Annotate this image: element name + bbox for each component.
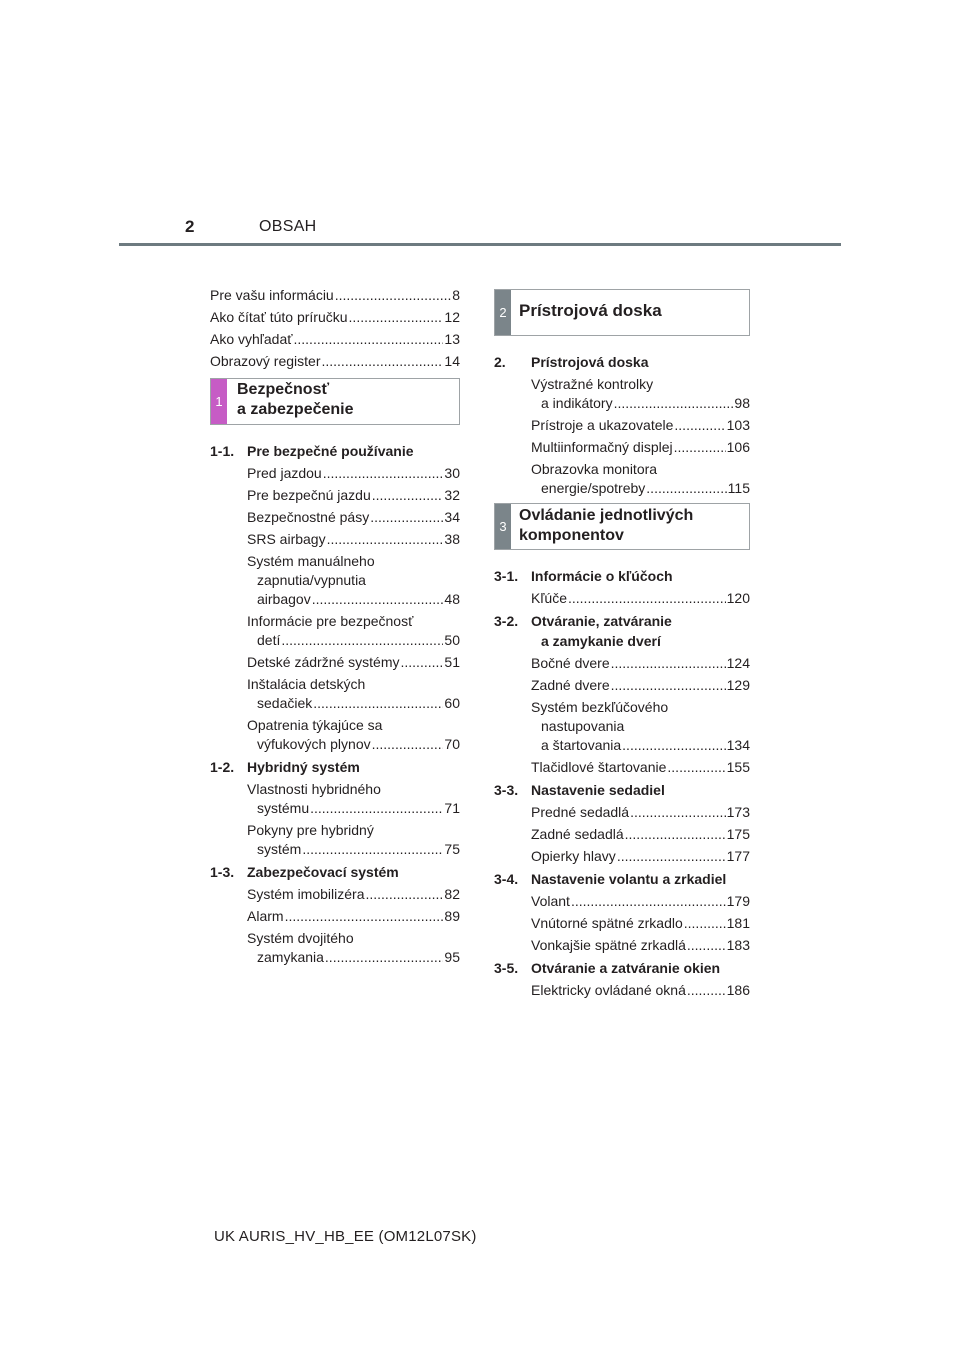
toc-entry-title: Bezpečnostné pásy (247, 509, 370, 525)
page-title: OBSAH (259, 218, 317, 235)
toc-entry-line (247, 885, 460, 904)
toc-entry-page: 183 (726, 937, 750, 953)
toc-entry-title: Vnútorné spätné zrkadlo (531, 915, 683, 931)
toc-leader-dots (611, 654, 726, 673)
toc-entry-title: Systém dvojitého (247, 930, 354, 946)
toc-leader-dots (622, 736, 725, 755)
toc-entry-line (531, 394, 750, 413)
toc-leader-dots (614, 394, 734, 413)
toc-leader-dots (401, 653, 444, 672)
toc-section-title-line1: Zabezpečovací systém (247, 864, 399, 880)
toc-leader-dots (687, 936, 726, 955)
toc-section-title (247, 441, 460, 461)
toc-entry-title-cont: výfukových plynov (257, 736, 371, 752)
header-rule (119, 243, 841, 246)
toc-leader-dots (674, 416, 725, 435)
toc-section-title-line1: Nastavenie sedadiel (531, 782, 665, 798)
toc-entry[interactable] (247, 552, 460, 609)
chapter-1-title-line2: a zabezpečenie (237, 401, 354, 418)
toc-entry-page: 34 (444, 509, 460, 525)
toc-leader-dots (571, 892, 726, 911)
toc-leader-dots (611, 676, 726, 695)
toc-section-number: 1-3. (210, 864, 235, 880)
toc-entry-title: Bočné dvere (531, 655, 610, 671)
toc-section-title-line1: Pre bezpečné používanie (247, 443, 414, 459)
toc-entry-line (531, 847, 750, 866)
toc-entry[interactable] (531, 375, 750, 413)
toc-section-heading[interactable] (210, 862, 460, 882)
chapter-3-number: 3 (499, 519, 507, 534)
toc-entry-title: Elektricky ovládané okná (531, 982, 686, 998)
toc-entry-page: 32 (444, 487, 460, 503)
toc-entry-title-cont: zamykania (257, 949, 324, 965)
chapter-1-tab (211, 379, 227, 424)
toc-entry-line (531, 416, 750, 435)
toc-entry-title: Vlastnosti hybridného (247, 781, 381, 797)
toc-entry-page: 71 (444, 800, 460, 816)
toc-entry-line (531, 803, 750, 822)
toc-entry-page: 89 (444, 908, 460, 924)
toc-entry-page: 186 (726, 982, 750, 998)
chapter-3-title (511, 504, 701, 549)
toc-entry-page: 175 (726, 826, 750, 842)
toc-entry-title-cont: a indikátory (541, 395, 613, 411)
toc-leader-dots (630, 803, 726, 822)
toc-section-number: 1-2. (210, 759, 235, 775)
chapter-1-title-line1: Bezpečnosť (237, 381, 330, 398)
toc-entry-title: Systém imobilizéra (247, 886, 365, 902)
toc-entry[interactable] (210, 307, 460, 329)
toc-entry-line (247, 590, 460, 609)
toc-entry-title: Zadné sedadlá (531, 826, 624, 842)
toc-leader-dots (327, 530, 444, 549)
toc-entry-line (247, 948, 460, 967)
toc-section-number: 3-1. (494, 568, 519, 584)
chapter-2-box[interactable] (494, 289, 750, 336)
toc-entry-title: Pre bezpečnú jazdu (247, 487, 371, 503)
toc-entry-title: Obrazový register (210, 353, 321, 369)
toc-section-title (531, 352, 750, 372)
toc-entry-page: 13 (444, 331, 460, 347)
toc-entry-line (247, 486, 460, 505)
toc-entry-line (247, 735, 460, 754)
toc-section-heading[interactable] (494, 780, 750, 800)
toc-entry-title: Volant (531, 893, 570, 909)
toc-leader-dots (312, 590, 444, 609)
toc-section-number: 3-3. (494, 782, 519, 798)
toc-entry-title: Pred jazdou (247, 465, 322, 481)
toc-section-number: 1-1. (210, 443, 235, 459)
toc-entry[interactable] (247, 929, 460, 967)
page-number: 2 (185, 217, 195, 236)
toc-entry-title: Pre vašu informáciu (210, 287, 334, 303)
toc-leader-dots (365, 885, 443, 904)
toc-leader-dots (281, 631, 443, 650)
toc-entry[interactable] (531, 438, 750, 457)
toc-entry-line (531, 758, 750, 777)
toc-entry-line (531, 936, 750, 955)
left-sections (210, 441, 460, 967)
toc-entry-line (247, 508, 460, 527)
toc-leader-dots (349, 307, 444, 329)
toc-entry[interactable] (531, 460, 750, 498)
toc-leader-dots (372, 735, 444, 754)
toc-leader-dots (372, 486, 444, 505)
toc-entry-page: 51 (444, 654, 460, 670)
toc-entry-page: 115 (727, 480, 750, 496)
toc-section-title-line1: Prístrojová doska (531, 354, 649, 370)
toc-entry[interactable] (247, 653, 460, 672)
toc-section-heading[interactable] (494, 958, 750, 978)
toc-entry-line (247, 530, 460, 549)
toc-entry-line (531, 676, 750, 695)
toc-leader-dots (310, 799, 443, 818)
toc-section-number: 3-5. (494, 960, 519, 976)
toc-entry-page: 70 (444, 736, 460, 752)
toc-entry-line (247, 694, 460, 713)
toc-entry[interactable] (247, 907, 460, 926)
toc-entry-title-cont: sedačiek (257, 695, 313, 711)
toc-entry[interactable] (531, 847, 750, 866)
toc-entry-line (531, 479, 750, 498)
toc-leader-dots (684, 914, 726, 933)
toc-leader-dots (625, 825, 726, 844)
toc-entry-page: 103 (726, 417, 750, 433)
toc-section-title-line1: Informácie o kľúčoch (531, 568, 673, 584)
toc-entry-title: Pokyny pre hybridný (247, 822, 374, 838)
toc-entry-title: Opatrenia týkajúce sa (247, 717, 383, 733)
toc-entry-page: 124 (726, 655, 750, 671)
chapter-3-box[interactable] (494, 503, 750, 550)
toc-entry-line (531, 981, 750, 1000)
toc-section-number: 3-2. (494, 613, 519, 629)
toc-entry-page: 48 (444, 591, 460, 607)
toc-entry[interactable] (531, 914, 750, 933)
toc-entry-line (531, 438, 750, 457)
toc-entry-title-cont: systém (257, 841, 302, 857)
chapter-1-title (227, 379, 364, 424)
toc-entry-title: Prístroje a ukazovatele (531, 417, 674, 433)
toc-entry-page: 95 (444, 949, 460, 965)
toc-entry-page: 82 (444, 886, 460, 902)
toc-leader-dots (335, 285, 451, 307)
toc-entry-page: 129 (726, 677, 750, 693)
toc-leader-dots (617, 847, 726, 866)
toc-entry-line (531, 736, 750, 755)
toc-entry-page: 8 (452, 287, 460, 303)
toc-entry[interactable] (247, 486, 460, 505)
chapter-3-tab (495, 504, 511, 549)
toc-leader-dots (667, 758, 725, 777)
toc-entry-page: 179 (726, 893, 750, 909)
toc-right-column (494, 289, 750, 1003)
toc-entry[interactable] (247, 780, 460, 818)
toc-entry-title-cont: a štartovania (541, 737, 622, 753)
toc-section-heading[interactable] (210, 441, 460, 461)
toc-entry-page: 106 (726, 439, 750, 455)
toc-entry-title-cont: zapnutia/vypnutia (257, 572, 366, 588)
toc-entry[interactable] (247, 530, 460, 549)
chapter-1-box[interactable] (210, 378, 460, 425)
toc-entry-line (531, 589, 750, 608)
toc-entry[interactable] (247, 464, 460, 483)
toc-entry-line (247, 840, 460, 859)
chapter-2-number: 2 (499, 305, 507, 320)
toc-entry-title: Vonkajšie spätné zrkadlá (531, 937, 686, 953)
toc-entry-title: Kľúče (531, 590, 567, 606)
toc-entry-line (531, 892, 750, 911)
toc-entry-title: Zadné dvere (531, 677, 610, 693)
toc-entry-title: Inštalácia detských (247, 676, 366, 692)
toc-entry-line (247, 653, 460, 672)
toc-entry[interactable] (247, 821, 460, 859)
toc-section-title (531, 611, 750, 651)
toc-leader-dots (687, 981, 726, 1000)
toc-section-title (531, 780, 750, 800)
toc-entry[interactable] (247, 675, 460, 713)
toc-entry-page: 134 (726, 737, 750, 753)
toc-entry-page: 177 (726, 848, 750, 864)
toc-entry[interactable] (247, 612, 460, 650)
toc-leader-dots (321, 351, 443, 373)
toc-section-number: 2. (494, 354, 506, 370)
toc-entry-page: 30 (444, 465, 460, 481)
toc-entry-page: 155 (726, 759, 750, 775)
toc-entry[interactable] (531, 803, 750, 822)
toc-leader-dots (313, 694, 443, 713)
toc-entry[interactable] (531, 758, 750, 777)
toc-entry-line (531, 654, 750, 673)
toc-entry-title: Informácie pre bezpečnosť (247, 613, 414, 629)
toc-section-title (531, 566, 750, 586)
toc-entry-title: Alarm (247, 908, 284, 924)
toc-entry[interactable] (531, 936, 750, 955)
toc-entry[interactable] (210, 285, 460, 307)
toc-entry-title: Predné sedadlá (531, 804, 630, 820)
toc-leader-dots (370, 508, 443, 527)
toc-entry-page: 12 (444, 309, 460, 325)
toc-entry[interactable] (531, 698, 750, 755)
toc-entry-page: 75 (444, 841, 460, 857)
toc-section-title-line2: a zamykanie dverí (541, 633, 661, 649)
toc-entry-title: Opierky hlavy (531, 848, 616, 864)
toc-entry-title: Multiinformačný displej (531, 439, 673, 455)
toc-entry-title: Obrazovka monitora (531, 461, 658, 477)
toc-leader-dots (294, 329, 444, 351)
toc-entry-title: Tlačidlové štartovanie (531, 759, 667, 775)
toc-section-heading[interactable] (494, 611, 750, 651)
toc-entry-line (531, 825, 750, 844)
toc-entry[interactable] (247, 885, 460, 904)
toc-entry[interactable] (531, 589, 750, 608)
toc-entry-line (247, 464, 460, 483)
footer-code: UK AURIS_HV_HB_EE (OM12L07SK) (214, 1228, 477, 1245)
toc-leader-dots (285, 907, 444, 926)
toc-entry[interactable] (531, 825, 750, 844)
toc-section-title-line1: Otváranie a zatváranie okien (531, 960, 721, 976)
toc-entry-title-cont: nastupovania (541, 718, 625, 734)
intro-list (210, 285, 460, 373)
toc-entry-page: 120 (726, 590, 750, 606)
toc-section-title (531, 958, 750, 978)
toc-entry-page: 181 (726, 915, 750, 931)
toc-entry[interactable] (531, 892, 750, 911)
toc-left-column (210, 285, 460, 970)
toc-entry-title: Systém manuálneho (247, 553, 375, 569)
toc-leader-dots (674, 438, 726, 457)
toc-section-heading[interactable] (210, 757, 460, 777)
toc-leader-dots (325, 948, 444, 967)
chapter-3-title-line1: Ovládanie jednotlivých (519, 507, 694, 524)
toc-section-heading[interactable] (494, 566, 750, 586)
chapter-2-title: Prístrojová doska (519, 301, 662, 320)
toc-entry-title: Výstražné kontrolky (531, 376, 654, 392)
toc-entry-title: Ako vyhľadať (210, 331, 293, 347)
toc-entry[interactable] (247, 508, 460, 527)
toc-section-title (247, 862, 460, 882)
toc-leader-dots (323, 464, 444, 483)
toc-entry[interactable] (531, 981, 750, 1000)
toc-entry-page: 60 (444, 695, 460, 711)
toc-entry-page: 38 (444, 531, 460, 547)
toc-entry[interactable] (531, 654, 750, 673)
toc-entry-line (247, 631, 460, 650)
toc-entry-title: Ako čítať túto príručku (210, 309, 348, 325)
toc-entry-title: SRS airbagy (247, 531, 326, 547)
toc-entry[interactable] (531, 676, 750, 695)
right-sections-b (494, 566, 750, 1000)
toc-entry-line (247, 907, 460, 926)
toc-entry-line (247, 799, 460, 818)
chapter-2-tab (495, 290, 511, 335)
toc-entry[interactable] (210, 329, 460, 351)
toc-section-title-line1: Nastavenie volantu a zrkadiel (531, 871, 727, 887)
toc-section-title-line1: Hybridný systém (247, 759, 360, 775)
toc-entry-title-cont: systému (257, 800, 310, 816)
toc-entry-title: Detské zádržné systémy (247, 654, 400, 670)
toc-entry[interactable] (247, 716, 460, 754)
toc-entry-title: Systém bezkľúčového (531, 699, 669, 715)
toc-section-title-line1: Otváranie, zatváranie (531, 613, 672, 629)
toc-entry-page: 173 (726, 804, 750, 820)
toc-leader-dots (568, 589, 726, 608)
toc-entry-title-cont: energie/spotreby (541, 480, 646, 496)
toc-entry-title-cont: airbagov (257, 591, 311, 607)
toc-section-number: 3-4. (494, 871, 519, 887)
toc-entry[interactable] (210, 351, 460, 373)
toc-section-heading[interactable] (494, 869, 750, 889)
toc-entry-page: 50 (444, 632, 460, 648)
chapter-3-title-line2: komponentov (519, 527, 624, 544)
toc-section-title (531, 869, 750, 889)
right-sections-a (494, 352, 750, 498)
toc-section-heading[interactable] (494, 352, 750, 372)
toc-leader-dots (302, 840, 443, 859)
toc-entry-line (531, 914, 750, 933)
toc-leader-dots (646, 479, 726, 498)
toc-entry-page: 98 (734, 395, 750, 411)
toc-entry-page: 14 (444, 353, 460, 369)
toc-section-title (247, 757, 460, 777)
toc-entry[interactable] (531, 416, 750, 435)
chapter-1-number: 1 (215, 394, 223, 409)
toc-entry-title-cont: detí (257, 632, 281, 648)
